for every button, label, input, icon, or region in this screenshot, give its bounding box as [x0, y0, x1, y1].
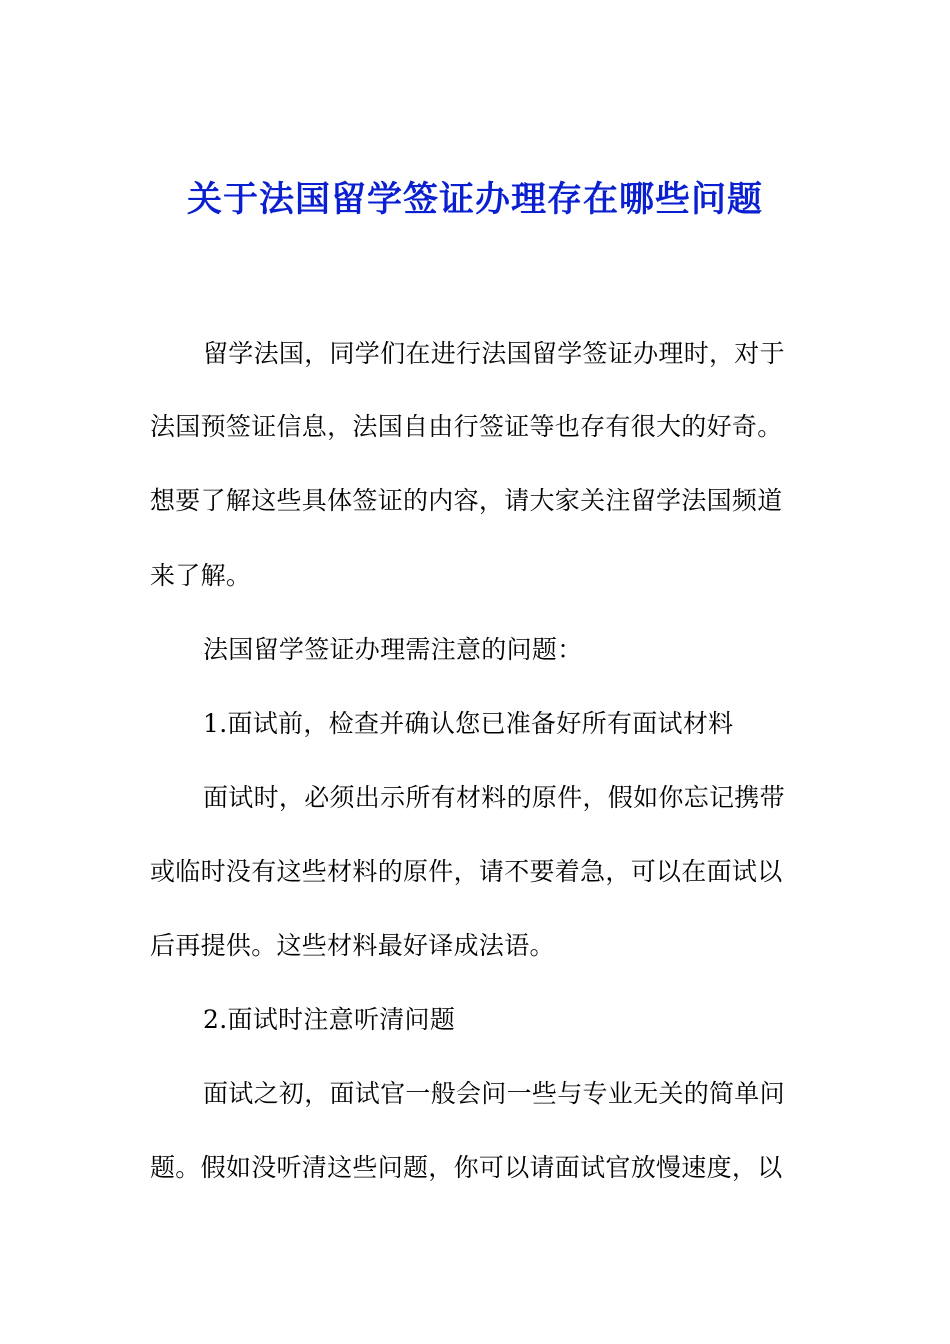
- paragraph-line: 想要了解这些具体签证的内容，请大家关注留学法国频道: [150, 486, 783, 515]
- paragraph-line: 面试时，必须出示所有材料的原件，假如你忘记携带: [203, 783, 785, 812]
- paragraph-line: 留学法国，同学们在进行法国留学签证办理时，对于: [203, 339, 785, 368]
- paragraph-line: 题。假如没听清这些问题，你可以请面试官放慢速度，以: [150, 1153, 783, 1182]
- document-title: 关于法国留学签证办理存在哪些问题: [186, 179, 763, 220]
- paragraph-line: 法国预签证信息，法国自由行签证等也存有很大的好奇。: [150, 412, 783, 441]
- list-heading-2: 2.面试时注意听清问题: [203, 1005, 456, 1034]
- paragraph-line: 面试之初，面试官一般会问一些与专业无关的简单问: [203, 1079, 785, 1108]
- list-heading-1: 1.面试前，检查并确认您已准备好所有面试材料: [203, 709, 734, 738]
- paragraph-line: 或临时没有这些材料的原件，请不要着急，可以在面试以: [150, 857, 783, 886]
- paragraph-line: 法国留学签证办理需注意的问题：: [203, 635, 583, 664]
- paragraph-line: 后再提供。这些材料最好译成法语。: [150, 931, 555, 960]
- paragraph-line: 来了解。: [150, 561, 252, 590]
